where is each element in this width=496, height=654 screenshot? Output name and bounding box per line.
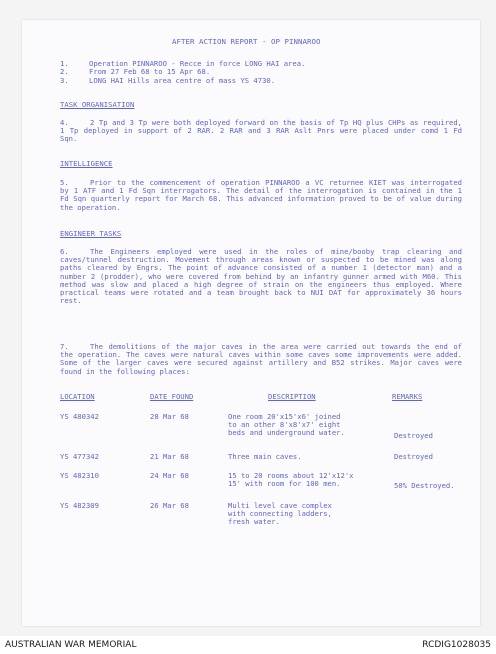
archive-footer	[0, 636, 496, 654]
table-cell-description: Multi level cave complex with connecting ladders, fresh water.	[228, 501, 332, 527]
table-cell-description: One room 20'x15'x6' joined to an other 8'x8'x7' eight beds and underground water.	[228, 412, 345, 438]
table-cell-location: YS 482309	[60, 501, 99, 510]
item-number: 1.	[60, 59, 69, 68]
paragraph-text: The Engineers employed were used in the roles of mine/booby trap clearing and caves/tunnel destruction. Movement through areas known or suspected to be mined was along paths cleared by Engrs. The point of advance consisted of a number 1 (detector man) and a number 2 (prodder), who were covered from behind by an infantry gunner armed with M60. This method was slow and placed a high degree of strain on the engineers thus employed. Where practical teams were rotated and a team brought back to NUI DAT for approximately 36 hours rest.	[60, 247, 462, 306]
table-cell-location: YS 477342	[60, 452, 99, 461]
heading-intelligence: INTELLIGENCE	[60, 159, 113, 168]
table-cell-date: 21 Mar 68	[150, 452, 189, 461]
item-text: LONG HAI Hills area centre of mass YS 4730.	[89, 75, 276, 85]
heading-engineer-tasks: ENGINEER TASKS	[60, 229, 122, 238]
column-header-description: DESCRIPTION	[268, 392, 316, 401]
table-cell-location: YS 482310	[60, 471, 99, 480]
document-page	[22, 20, 480, 626]
table-cell-description: Three main caves.	[228, 452, 302, 461]
heading-task-organisation: TASK ORGANISATION	[60, 100, 135, 109]
table-cell-date: 28 Mar 68	[150, 412, 189, 421]
paragraph-6	[60, 248, 462, 305]
paragraph-text: The demolitions of the major caves in the area were carried out towards the end of the operation. The caves were natural caves within some caves some improvements were added. Some of the larger caves were secured against artillery and B52 strikes. Major caves were found in the following places:	[60, 342, 462, 376]
table-cell-remarks: Destroyed	[394, 431, 433, 440]
item-number: 2.	[60, 67, 69, 77]
report-title: AFTER ACTION REPORT - OP PINNAROO	[172, 37, 321, 46]
column-header-date: DATE FOUND	[150, 392, 194, 401]
item-text: From 27 Feb 68 to 15 Apr 68.	[89, 67, 211, 77]
table-cell-location: YS 480342	[60, 412, 99, 421]
item-number: 3.	[60, 75, 69, 85]
table-cell-description: 15 to 20 rooms about 12'x12'x 15' with room for 100 men.	[228, 471, 354, 489]
column-header-remarks: REMARKS	[392, 392, 423, 401]
paragraph-5	[60, 179, 462, 212]
table-cell-remarks: Destroyed	[394, 452, 433, 461]
paragraph-7	[60, 343, 462, 376]
column-header-location: LOCATION	[60, 392, 95, 401]
paragraph-text: 2 Tp and 3 Tp were both deployed forward on the basis of Tp HQ plus CHPs as required, 1 Tp deployed in support of 2 RAR. 2 RAR and 3 RAR Aslt Pnrs were placed under comd 1 Fd Sqn.	[60, 118, 462, 144]
paragraph-number: 4.	[60, 118, 69, 127]
paragraph-number: 5.	[60, 178, 69, 187]
paragraph-text: Prior to the commencement of operation PINNAROO a VC returnee KIET was interrogated by 1 ATF and 1 Fd Sqn interrogators. The detail of the interrogation is contained in the 1 Fd Sqn quarterly report for March 68. This advanced information proved to be of value during the operation.	[60, 178, 462, 212]
paragraph-4	[60, 119, 462, 144]
item-text: Operation PINNAROO - Recce in force LONG HAI area.	[89, 59, 306, 68]
table-cell-remarks: 50% Destroyed.	[394, 481, 455, 490]
table-cell-date: 24 Mar 68	[150, 471, 189, 480]
paragraph-number: 6.	[60, 247, 69, 256]
paragraph-number: 7.	[60, 342, 69, 351]
table-cell-date: 26 Mar 68	[150, 501, 189, 510]
archive-name: AUSTRALIAN WAR MEMORIAL	[5, 640, 137, 650]
document-id: RCDIG1028035	[422, 640, 491, 650]
